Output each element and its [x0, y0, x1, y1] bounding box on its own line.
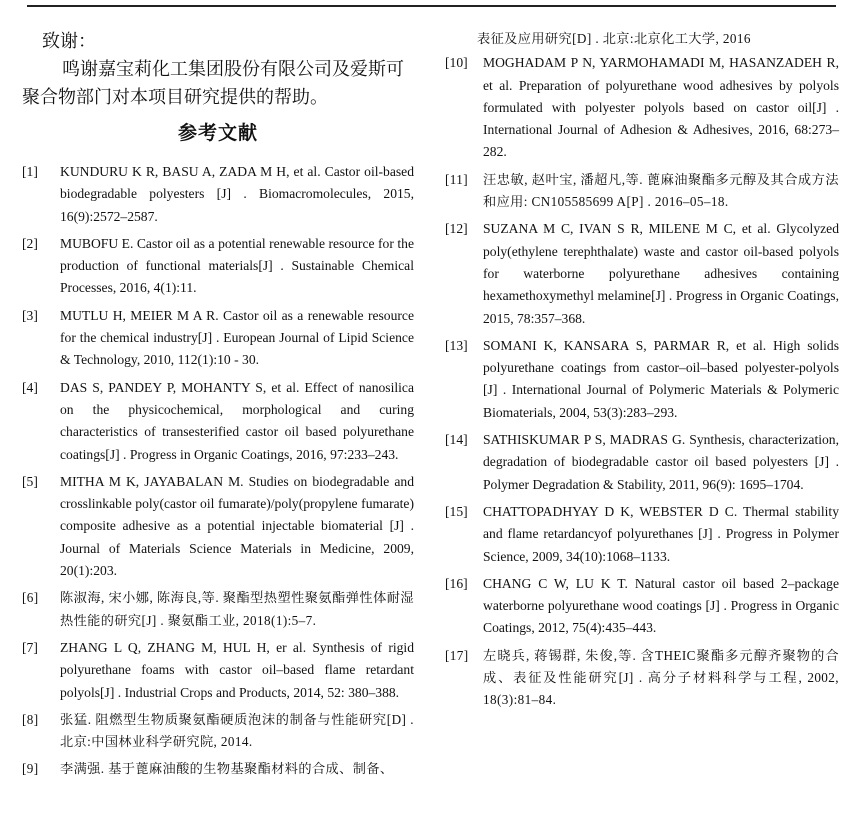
reference-item: [22, 637, 414, 704]
reference-text: MOGHADAM P N, YARMOHAMADI M, HASANZADEH R, et al. Preparation of polyurethane wood adhesives by polyols formulated with polyester polyols based on castor oil[J] . International Journal of Adhesion & Adhesives, 2016, 68:273–282.: [483, 55, 839, 160]
reference-number: [2]: [22, 235, 38, 251]
reference-text: 张猛. 阻燃型生物质聚氨酯硬质泡沫的制备与性能研究[D] . 北京:中国林业科学研究院, 2014.: [60, 711, 414, 750]
reference-number: [13]: [445, 337, 468, 353]
reference-text: 左晓兵, 蒋锡群, 朱俊,等. 含THEIC聚酯多元醇齐聚物的合成、表征及性能研究[J] . 高分子材料科学与工程, 2002, 18(3):81–84.: [483, 647, 839, 708]
reference-item: [445, 52, 839, 163]
reference-number: [5]: [22, 473, 38, 489]
reference-number: [17]: [445, 647, 469, 663]
reference-number: [1]: [22, 164, 38, 179]
reference-item: [22, 305, 414, 372]
reference-number: [14]: [445, 432, 468, 448]
reference-number: [11]: [445, 171, 469, 187]
reference-number: [12]: [445, 221, 468, 237]
reference-text: MUTLU H, MEIER M A R. Castor oil as a renewable resource for the chemical industry[J] . European Journal of Lipid Science & Technology, 2010, 112(1):10 - 30.: [60, 307, 414, 368]
reference-text: MITHA M K, JAYABALAN M. Studies on biodegradable and crosslinkable poly(castor oil fumarate)/poly(propylene fumarate) composite adhesive as a potential injectable biomaterial [J] . Journal of Materials Science Materials in Medicine, 2009, 20(1):203.: [60, 473, 414, 579]
reference-item: [22, 587, 414, 632]
references-right-column: [445, 28, 839, 717]
reference-item: [22, 377, 414, 466]
references-heading: 参考文献: [177, 123, 258, 144]
references-left-column: [22, 161, 414, 786]
reference-item: [445, 429, 839, 496]
reference-text: SATHISKUMAR P S, MADRAS G. Synthesis, characterization, degradation of biodegradable castor oil based polyesters [J] . Polymer Degradation & Stability, 2011, 96(9): 1695–1704.: [483, 432, 839, 492]
reference-text: 陈淑海, 宋小娜, 陈海良,等. 聚酯型热塑性聚氨酯弹性体耐湿热性能的研究[J] . 聚氨酯工业, 2018(1):5–7.: [60, 590, 414, 628]
acknowledgement-body: 鸣谢嘉宝莉化工集团股份有限公司及爱斯可聚合物部门对本项目研究提供的帮助。: [22, 59, 404, 107]
reference-number: [8]: [22, 711, 39, 727]
reference-number: [10]: [445, 55, 468, 71]
reference-number: [4]: [22, 379, 38, 395]
reference-item: [22, 758, 414, 780]
reference-text: 李满强. 基于蓖麻油酸的生物基聚酯材料的合成、制备、: [60, 761, 394, 777]
reference-text: DAS S, PANDEY P, MOHANTY S, et al. Effect of nanosilica on the physicochemical, morphological and curing characteristics of transesterified castor oil based polyurethane coatings[J] . Progress in Organic Coatings, 2016, 97:233–243.: [60, 379, 414, 462]
reference-item: [445, 169, 839, 214]
reference-text: SOMANI K, KANSARA S, PARMAR R, et al. High solids polyurethane coatings from castor–oil–based polyester-polyols [J] . International Journal of Polymeric Materials & Polymeric Biomaterials, 2004, 53(3):283–293.: [483, 337, 839, 420]
reference-text: CHANG C W, LU K T. Natural castor oil based 2–package waterborne polyurethane wood coatings [J] . Progress in Organic Coatings, 2012, 75(4):435–443.: [483, 575, 839, 636]
reference-item: [22, 233, 414, 300]
reference-number: [3]: [22, 307, 38, 323]
reference-item: [22, 161, 414, 228]
reference-item: [22, 471, 414, 582]
reference-item: [22, 709, 414, 754]
reference-text: CHATTOPADHYAY D K, WEBSTER D C. Thermal stability and flame retardancyof polyurethanes [J] . Progress in Polymer Science, 2009, 34(10):1068–1133.: [483, 503, 839, 564]
reference-item: [445, 645, 839, 712]
reference-text: KUNDURU K R, BASU A, ZADA M H, et al. Castor oil-based biodegradable polyesters [J] . Biomacromolecules, 2015, 16(9):2572–2587.: [60, 164, 414, 224]
reference-number: [6]: [22, 590, 39, 606]
reference-item: [445, 501, 839, 568]
reference-text: ZHANG L Q, ZHANG M, HUL H, er al. Synthesis of rigid polyurethane foams with castor oil–based flame retardant polyols[J] . Industrial Crops and Products, 2014, 52: 380–388.: [60, 639, 414, 700]
reference-number: [9]: [22, 761, 39, 777]
top-rule: [27, 5, 836, 7]
reference-continuation: 表征及应用研究[D] . 北京:北京化工大学, 2016: [477, 31, 751, 46]
reference-item: [445, 218, 839, 329]
reference-item: [445, 335, 839, 424]
reference-text: MUBOFU E. Castor oil as a potential renewable resource for the production of functional materials[J] . Sustainable Chemical Processes, 2016, 4(1):11.: [60, 235, 414, 296]
reference-number: [7]: [22, 639, 38, 655]
reference-number: [15]: [445, 503, 468, 519]
reference-text: SUZANA M C, IVAN S R, MILENE M C, et al. Glycolyzed poly(ethylene terephthalate) waste and castor oil-based polyols for waterborne polyurethane adhesives containing hexamethoxymethyl melamine[J] . Progress in Organic Coatings, 2015, 78:357–368.: [483, 221, 839, 326]
acknowledgement-title: 致谢：: [42, 31, 96, 51]
reference-text: 汪忠敏, 赵叶宝, 潘超凡,等. 蓖麻油聚酯多元醇及其合成方法和应用: CN105585699 A[P] . 2016–05–18.: [483, 171, 839, 210]
reference-number: [16]: [445, 575, 468, 591]
reference-item: [445, 573, 839, 640]
